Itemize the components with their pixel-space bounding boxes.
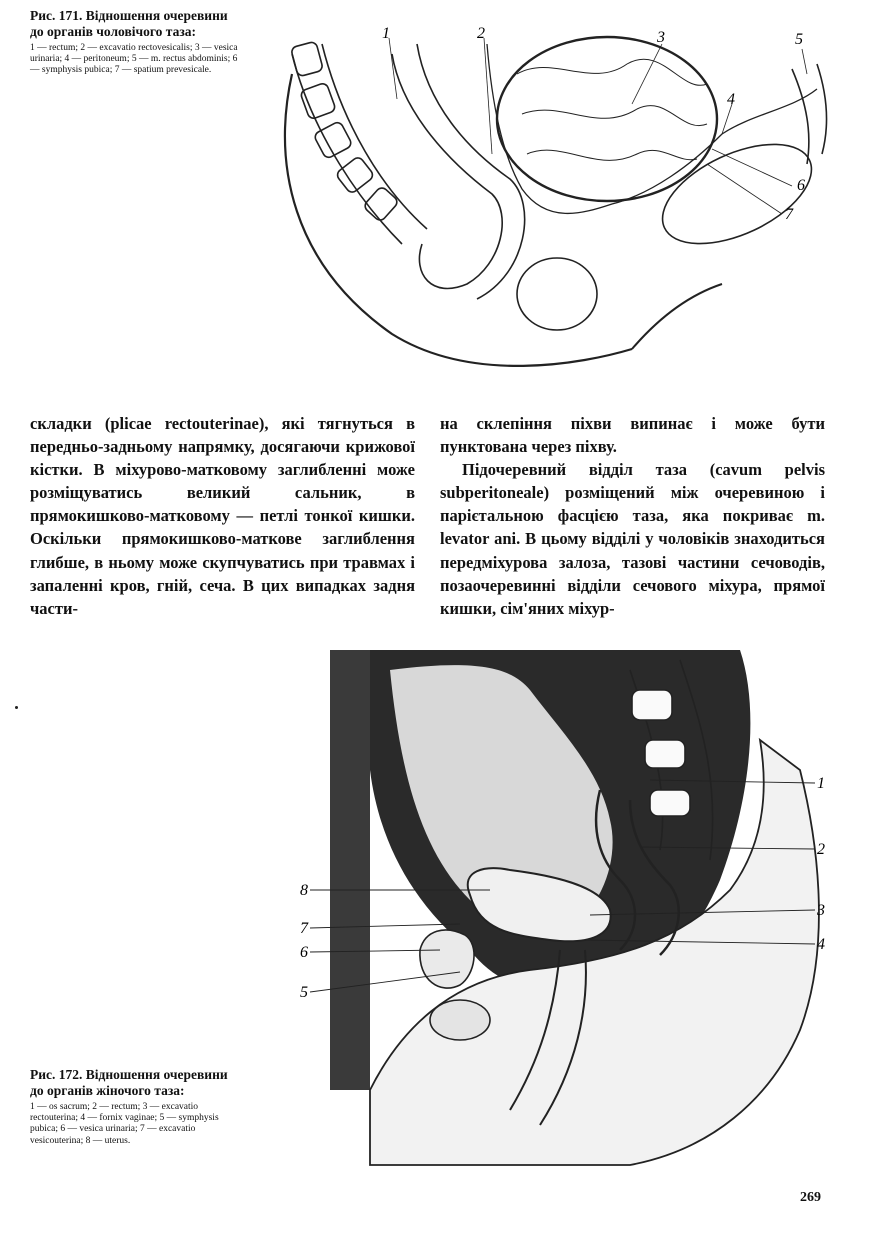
figure-171-label-4: 4 (727, 91, 735, 108)
figure-172-label-7: 7 (300, 920, 308, 937)
left-column-paragraph: складки (plicae rectouterinae), які тягнуться в передньо-задньому напрямку, досягаючи крижової кістки. В міхурово-матковому заглибленні може розміщуватись великий сальник, в прямокишково-матковому — петлі тонкої кишки. Оскільки прямокишково-маткове заглиблення глибше, в ньому може скупчуватись при травмах і запаленні кров, гній, сеча. В цих випадках задня части- (30, 414, 415, 618)
figure-172-female-pelvis-illustration (300, 650, 840, 1170)
body-text-right-column (440, 412, 825, 620)
figure-172-label-3: 3 (817, 902, 825, 919)
right-column-paragraph-1: на склепіння піхви випинає і може бути пунктована через піхву. (440, 414, 825, 457)
figure-171-caption-title: Рис. 171. Відношення очеревини до органів чоловічого таза: (30, 8, 228, 39)
figure-172-caption-title: Рис. 172. Відношення очеревини до органів жіночого таза: (30, 1067, 228, 1098)
figure-171-label-5: 5 (795, 31, 803, 48)
figure-172-label-1: 1 (817, 775, 825, 792)
print-speck (15, 706, 18, 709)
figure-172-label-4: 4 (817, 936, 825, 953)
figure-171-label-2: 2 (477, 25, 485, 42)
figure-171-caption (30, 8, 238, 77)
figure-172-label-5: 5 (300, 984, 308, 1001)
body-text-left-column (30, 412, 415, 620)
figure-171-label-6: 6 (797, 177, 805, 194)
figure-171-label-3: 3 (657, 29, 665, 46)
right-column-paragraph-2: Підочеревний відділ таза (cavum pelvis subperitoneale) розміщений між очеревиною і парієтальною фасцією таза, яка покриває m. levator ani. В цьому відділі у чоловіків знаходиться передміхурова залоза, тазові частини сечоводів, позаочеревинні відділи сечового міхура, прямої кишки, сім'яних міхур- (440, 460, 825, 618)
figure-172-caption-legend: 1 — os sacrum; 2 — rectum; 3 — excavatio rectouterina; 4 — fornix vaginae; 5 — symphysis pubica; 6 — vesica urinaria; 7 — excavatio vesicouterina; 8 — uterus. (30, 1102, 219, 1146)
figure-172-label-8: 8 (300, 882, 308, 899)
figure-171-male-pelvis-illustration (252, 14, 830, 384)
figure-171-label-1: 1 (382, 25, 390, 42)
figure-172-label-2: 2 (817, 841, 825, 858)
page-number: 269 (800, 1190, 821, 1205)
figure-171-label-7: 7 (785, 206, 793, 223)
figure-171-caption-legend: 1 — rectum; 2 — excavatio rectovesicalis; 3 — vesica urinaria; 4 — peritoneum; 5 — m. rectus abdominis; 6 — symphysis pubica; 7 — spatium prevesicale. (30, 43, 238, 76)
figure-172-caption (30, 1067, 236, 1147)
figure-172-label-6: 6 (300, 944, 308, 961)
